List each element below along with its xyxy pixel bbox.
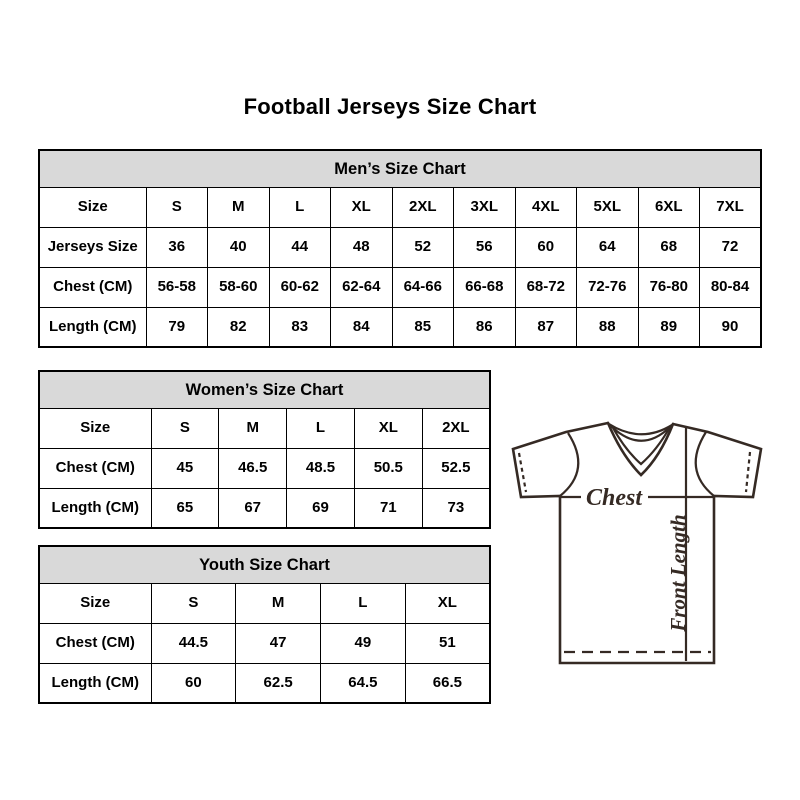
table-row bbox=[39, 408, 490, 448]
table-row bbox=[39, 227, 761, 267]
cell-value: 5XL bbox=[577, 187, 639, 227]
cell-value: 82 bbox=[208, 307, 270, 347]
cell-value: 2XL bbox=[392, 187, 454, 227]
cell-value: 68-72 bbox=[515, 267, 577, 307]
cell-value: 88 bbox=[577, 307, 639, 347]
table-row bbox=[39, 187, 761, 227]
cell-value: XL bbox=[331, 187, 393, 227]
cell-value: 73 bbox=[422, 488, 490, 528]
table-row bbox=[39, 307, 761, 347]
cell-value: M bbox=[208, 187, 270, 227]
cell-value: 65 bbox=[151, 488, 219, 528]
cell-value: 86 bbox=[454, 307, 516, 347]
cell-value: L bbox=[287, 408, 355, 448]
cell-value: 48 bbox=[331, 227, 393, 267]
cell-value: 47 bbox=[236, 623, 321, 663]
table-row bbox=[39, 267, 761, 307]
row-label: Size bbox=[39, 408, 151, 448]
cell-value: 4XL bbox=[515, 187, 577, 227]
cell-value: M bbox=[219, 408, 287, 448]
row-label: Length (CM) bbox=[39, 307, 146, 347]
section-header: Youth Size Chart bbox=[39, 546, 490, 583]
cell-value: 90 bbox=[700, 307, 762, 347]
cell-value: 80-84 bbox=[700, 267, 762, 307]
cell-value: 66.5 bbox=[405, 663, 490, 703]
jersey-measurement-diagram bbox=[502, 396, 770, 672]
cell-value: L bbox=[269, 187, 331, 227]
table-row bbox=[39, 448, 490, 488]
cell-value: 40 bbox=[208, 227, 270, 267]
row-label: Size bbox=[39, 187, 146, 227]
cell-value: 50.5 bbox=[354, 448, 422, 488]
cell-value: 52.5 bbox=[422, 448, 490, 488]
cell-value: 83 bbox=[269, 307, 331, 347]
cell-value: 44 bbox=[269, 227, 331, 267]
cell-value: 2XL bbox=[422, 408, 490, 448]
cell-value: 60 bbox=[151, 663, 236, 703]
cell-value: M bbox=[236, 583, 321, 623]
vneck-inner-icon bbox=[612, 426, 670, 464]
cell-value: 64.5 bbox=[321, 663, 406, 703]
left-armhole-seam-icon bbox=[560, 433, 578, 496]
cell-value: 79 bbox=[146, 307, 208, 347]
cell-value: 48.5 bbox=[287, 448, 355, 488]
table-row bbox=[39, 663, 490, 703]
cell-value: 51 bbox=[405, 623, 490, 663]
cell-value: 60 bbox=[515, 227, 577, 267]
mens-size-table bbox=[38, 149, 762, 348]
row-label: Size bbox=[39, 583, 151, 623]
cell-value: S bbox=[146, 187, 208, 227]
cell-value: 64-66 bbox=[392, 267, 454, 307]
cell-value: 56 bbox=[454, 227, 516, 267]
section-header-row bbox=[39, 150, 761, 187]
row-label: Jerseys Size bbox=[39, 227, 146, 267]
cell-value: 7XL bbox=[700, 187, 762, 227]
cell-value: 60-62 bbox=[269, 267, 331, 307]
cell-value: 6XL bbox=[638, 187, 700, 227]
section-header: Women’s Size Chart bbox=[39, 371, 490, 408]
cell-value: 71 bbox=[354, 488, 422, 528]
cell-value: 72-76 bbox=[577, 267, 639, 307]
cell-value: 69 bbox=[287, 488, 355, 528]
cell-value: S bbox=[151, 583, 236, 623]
row-label: Length (CM) bbox=[39, 663, 151, 703]
cell-value: 58-60 bbox=[208, 267, 270, 307]
page-title: Football Jerseys Size Chart bbox=[243, 94, 537, 119]
cell-value: 49 bbox=[321, 623, 406, 663]
section-header-row bbox=[39, 371, 490, 408]
cell-value: 46.5 bbox=[219, 448, 287, 488]
table-row bbox=[39, 583, 490, 623]
cell-value: 67 bbox=[219, 488, 287, 528]
chest-label: Chest bbox=[585, 485, 643, 511]
cell-value: 64 bbox=[577, 227, 639, 267]
cell-value: XL bbox=[405, 583, 490, 623]
cell-value: XL bbox=[354, 408, 422, 448]
cell-value: 66-68 bbox=[454, 267, 516, 307]
cell-value: 45 bbox=[151, 448, 219, 488]
cell-value: 72 bbox=[700, 227, 762, 267]
row-label: Chest (CM) bbox=[39, 448, 151, 488]
cell-value: L bbox=[321, 583, 406, 623]
cell-value: 56-58 bbox=[146, 267, 208, 307]
row-label: Chest (CM) bbox=[39, 623, 151, 663]
cell-value: S bbox=[151, 408, 219, 448]
cell-value: 76-80 bbox=[638, 267, 700, 307]
front-length-label: Front Length bbox=[666, 514, 690, 632]
youth-size-table bbox=[38, 545, 491, 704]
womens-size-table bbox=[38, 370, 491, 529]
cell-value: 62-64 bbox=[331, 267, 393, 307]
row-label: Length (CM) bbox=[39, 488, 151, 528]
cell-value: 87 bbox=[515, 307, 577, 347]
cell-value: 85 bbox=[392, 307, 454, 347]
section-header: Men’s Size Chart bbox=[39, 150, 761, 187]
table-row bbox=[39, 488, 490, 528]
cell-value: 89 bbox=[638, 307, 700, 347]
section-header-row bbox=[39, 546, 490, 583]
cell-value: 68 bbox=[638, 227, 700, 267]
cell-value: 3XL bbox=[454, 187, 516, 227]
cell-value: 84 bbox=[331, 307, 393, 347]
table-row bbox=[39, 623, 490, 663]
right-armhole-seam-icon bbox=[696, 432, 714, 496]
cell-value: 62.5 bbox=[236, 663, 321, 703]
cell-value: 36 bbox=[146, 227, 208, 267]
right-cuff-stitch-icon bbox=[746, 452, 750, 492]
row-label: Chest (CM) bbox=[39, 267, 146, 307]
cell-value: 52 bbox=[392, 227, 454, 267]
cell-value: 44.5 bbox=[151, 623, 236, 663]
